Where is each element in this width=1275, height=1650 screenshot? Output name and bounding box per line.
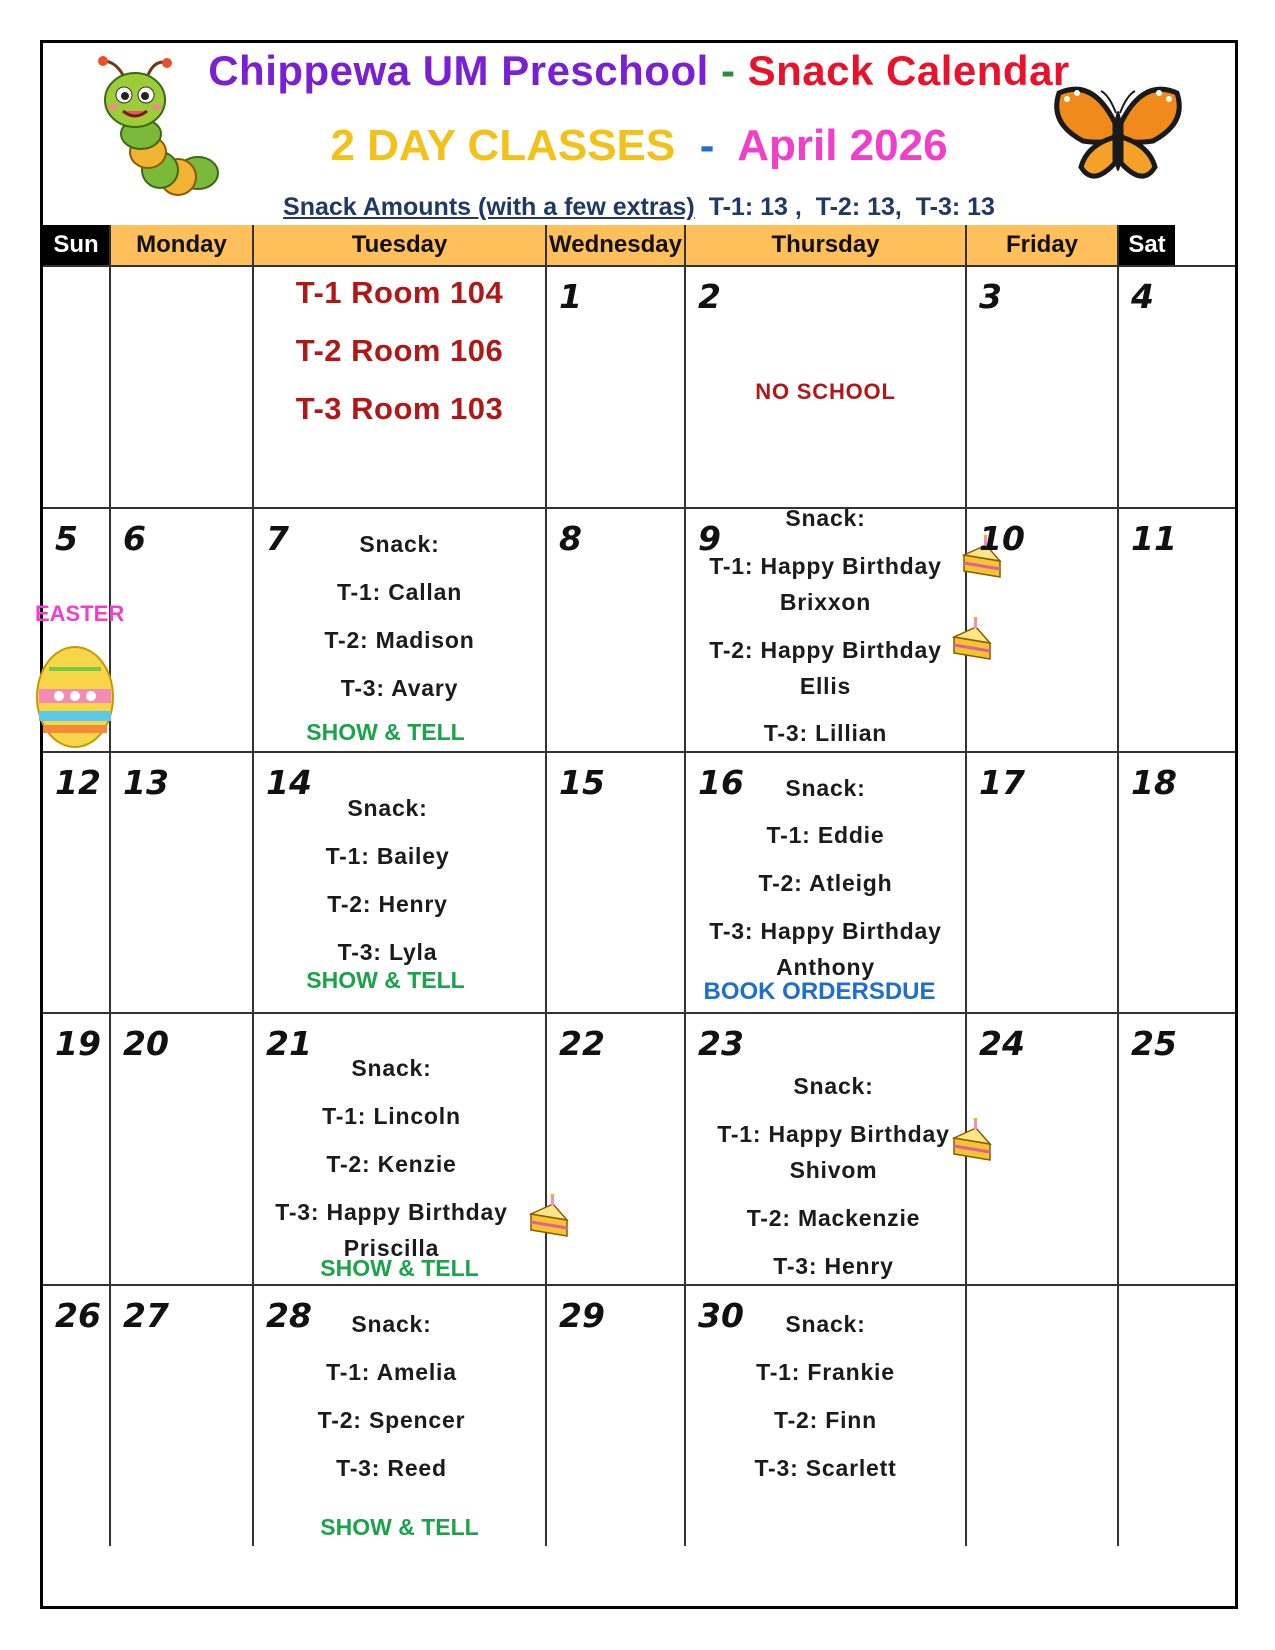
day-cell-6	[111, 509, 254, 751]
day-cell-3	[967, 267, 1119, 507]
date-number: 24	[979, 1024, 1025, 1063]
date-number: 4	[1131, 277, 1154, 316]
week-row-2	[35, 505, 1235, 751]
week-row-1	[43, 267, 1235, 507]
date-number: 28	[266, 1296, 312, 1335]
snack-t1: T-1: Callan	[336, 579, 463, 605]
date-number: 17	[979, 763, 1025, 802]
date-number: 20	[123, 1024, 169, 1063]
day-cell-empty	[111, 267, 254, 507]
subtitle-separator: -	[699, 121, 715, 170]
calendar-title	[43, 47, 1235, 95]
weekday-friday: Friday	[967, 225, 1119, 265]
date-number: 3	[979, 277, 1002, 316]
day-cell-15	[547, 753, 686, 1012]
day-cell-10	[967, 509, 1119, 751]
day-cell-19	[43, 1014, 111, 1284]
day-cell-23	[686, 1014, 967, 1284]
date-number: 13	[123, 763, 169, 802]
class-type: 2 DAY CLASSES	[330, 121, 676, 170]
snack-t3: T-3: Happy Birthday	[709, 918, 942, 944]
snack-t1: T-1: Happy Birthday	[717, 1121, 950, 1147]
easter-egg-icon	[35, 639, 115, 749]
weekday-tuesday: Tuesday	[254, 225, 547, 265]
day-cell-18	[1119, 753, 1175, 1012]
day-cell-8	[547, 509, 686, 751]
snack-t1: T-1: Lincoln	[322, 1103, 461, 1129]
date-number: 6	[123, 519, 146, 558]
weekday-header-row	[43, 225, 1235, 265]
no-school-label: NO SCHOOL	[755, 379, 896, 404]
day-cell-29	[547, 1286, 686, 1546]
easter-label: EASTER	[35, 601, 125, 626]
date-number: 1	[559, 277, 582, 316]
weekday-thursday: Thursday	[686, 225, 967, 265]
show-and-tell-label: SHOW & TELL	[306, 967, 465, 993]
weekday-sun: Sun	[43, 225, 111, 265]
room-t2: T-2 Room 106	[295, 333, 504, 368]
weekday-wednesday: Wednesday	[547, 225, 686, 265]
snack-t1: T-1: Bailey	[325, 843, 450, 869]
date-number: 23	[698, 1024, 744, 1063]
day-cell-5	[35, 509, 125, 751]
snack-t1-name: Shivom	[789, 1157, 878, 1183]
snack-heading: Snack:	[347, 795, 428, 821]
date-number: 18	[1131, 763, 1177, 802]
day-cell-11	[1119, 509, 1175, 751]
date-number: 12	[55, 763, 101, 802]
snack-heading: Snack:	[785, 505, 866, 531]
snack-t3: T-3: Happy Birthday	[275, 1199, 508, 1225]
snack-t2: T-2: Spencer	[317, 1407, 466, 1433]
snack-t3: T-3: Reed	[336, 1455, 447, 1481]
show-and-tell-label: SHOW & TELL	[306, 719, 465, 745]
snack-t1: T-1: Frankie	[756, 1359, 895, 1385]
title-separator: -	[720, 47, 736, 94]
book-orders-due-label: BOOK ORDERSDUE	[703, 978, 936, 1005]
snack-t1-name: Brixxon	[779, 589, 872, 615]
snack-t2: T-2: Atleigh	[758, 870, 893, 896]
day-cell-empty	[1119, 1286, 1175, 1546]
date-number: 30	[698, 1296, 744, 1335]
snack-t2: T-2: Happy Birthday	[709, 637, 942, 663]
snack-t2: T-2: Madison	[324, 627, 475, 653]
day-cell-22	[547, 1014, 686, 1284]
date-number: 8	[559, 519, 582, 558]
day-cell-13	[111, 753, 254, 1012]
day-cell-20	[111, 1014, 254, 1284]
calendar-subtitle	[43, 121, 1235, 171]
day-cell-16	[686, 753, 967, 1012]
snack-t1: T-1: Eddie	[766, 822, 885, 848]
date-number: 15	[559, 763, 605, 802]
snack-t1: T-1: Amelia	[326, 1359, 457, 1385]
day-cell-1	[547, 267, 686, 507]
snack-t3: T-3: Lyla	[337, 939, 438, 965]
day-cell-25	[1119, 1014, 1175, 1284]
snack-heading: Snack:	[359, 531, 440, 557]
date-number: 16	[698, 763, 744, 802]
snack-t3-name: Anthony	[776, 954, 875, 980]
snack-amounts-values: T-1: 13 , T-2: 13, T-3: 13	[708, 193, 995, 221]
week-row-5	[43, 1286, 1235, 1546]
class-rooms-cell	[254, 267, 547, 507]
day-cell-24	[967, 1014, 1119, 1284]
date-number: 21	[266, 1024, 312, 1063]
day-cell-9	[686, 505, 967, 751]
day-cell-14	[254, 753, 547, 1012]
date-number: 9	[698, 519, 721, 558]
date-number: 19	[55, 1024, 101, 1063]
calendar-name: Snack Calendar	[747, 47, 1070, 94]
room-t3: T-3 Room 103	[295, 391, 504, 426]
snack-heading: Snack:	[351, 1055, 432, 1081]
day-cell-21	[254, 1014, 547, 1284]
date-number: 22	[559, 1024, 605, 1063]
snack-heading: Snack:	[793, 1073, 874, 1099]
snack-t2: T-2: Finn	[773, 1407, 878, 1433]
day-cell-17	[967, 753, 1119, 1012]
snack-t2: T-2: Kenzie	[326, 1151, 457, 1177]
day-cell-28	[254, 1286, 547, 1546]
show-and-tell-label: SHOW & TELL	[320, 1514, 479, 1540]
date-number: 25	[1131, 1024, 1177, 1063]
snack-heading: Snack:	[785, 775, 866, 801]
snack-t2: T-2: Henry	[327, 891, 448, 917]
snack-t3: T-3: Henry	[773, 1253, 894, 1279]
day-cell-2	[686, 267, 967, 507]
date-number: 2	[698, 277, 721, 316]
day-cell-7	[254, 509, 547, 751]
date-number: 27	[123, 1296, 169, 1335]
date-number: 14	[266, 763, 312, 802]
day-cell-empty	[43, 267, 111, 507]
date-number: 11	[1131, 519, 1177, 558]
snack-t1: T-1: Happy Birthday	[709, 553, 942, 579]
snack-heading: Snack:	[351, 1311, 432, 1337]
snack-t3: T-3: Scarlett	[754, 1455, 897, 1481]
day-cell-empty	[967, 1286, 1119, 1546]
weekday-sat: Sat	[1119, 225, 1175, 265]
date-number: 10	[979, 519, 1025, 558]
date-number: 5	[55, 519, 78, 558]
day-cell-26	[43, 1286, 111, 1546]
day-cell-4	[1119, 267, 1175, 507]
snack-t2-name: Ellis	[799, 673, 852, 699]
school-name: Chippewa UM Preschool	[208, 47, 709, 94]
snack-heading: Snack:	[785, 1311, 866, 1337]
week-row-4	[43, 1014, 1235, 1284]
show-and-tell-label: SHOW & TELL	[320, 1255, 479, 1281]
date-number: 29	[559, 1296, 605, 1335]
snack-t3: T-3: Avary	[340, 675, 459, 701]
week-row-3	[43, 753, 1235, 1012]
snack-t3: T-3: Lillian	[763, 720, 888, 746]
date-number: 7	[266, 519, 289, 558]
calendar-page	[35, 40, 1238, 1609]
date-number: 26	[55, 1296, 101, 1335]
snack-amounts-label: Snack Amounts (with a few extras)	[283, 193, 695, 221]
snack-t3-name: Priscilla	[343, 1235, 440, 1261]
day-cell-12	[43, 753, 111, 1012]
month-label: April 2026	[737, 121, 948, 170]
day-cell-30	[686, 1286, 967, 1546]
room-t1: T-1 Room 104	[295, 275, 504, 310]
weekday-monday: Monday	[111, 225, 254, 265]
snack-amounts	[43, 193, 1235, 222]
day-cell-27	[111, 1286, 254, 1546]
snack-t2: T-2: Mackenzie	[746, 1205, 921, 1231]
